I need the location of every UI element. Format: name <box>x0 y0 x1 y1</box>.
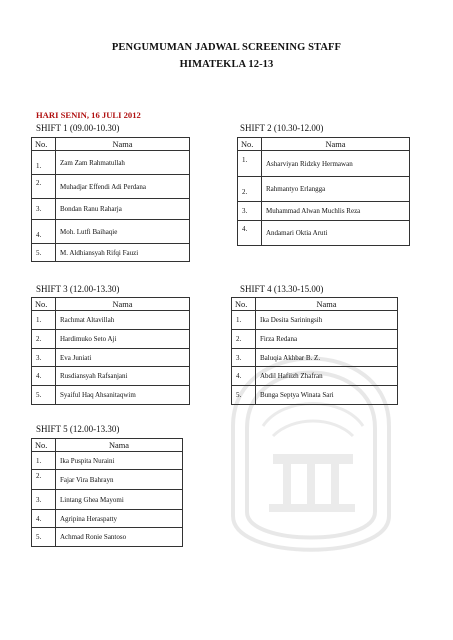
header-no: No. <box>32 298 56 311</box>
row-name: Andamari Oktia Aruti <box>262 221 410 246</box>
row-number: 2. <box>242 188 248 196</box>
row-number: 5. <box>32 244 56 262</box>
row-number: 4. <box>232 367 256 386</box>
table-row <box>32 175 190 199</box>
shift-4-label: SHIFT 4 (13.30-15.00) <box>240 284 324 294</box>
table-row <box>32 367 190 386</box>
row-name: Agripina Heraspatty <box>56 510 183 528</box>
row-number: 1. <box>242 155 248 164</box>
shift-2-table <box>237 137 410 246</box>
table-row <box>32 244 190 262</box>
row-number: 4. <box>32 367 56 386</box>
row-name: M. Aldhiansyah Rifqi Fauzi <box>56 244 190 262</box>
row-name: Bunga Septya Winata Sari <box>256 386 398 405</box>
table-row <box>32 528 183 547</box>
row-number: 3. <box>32 490 56 510</box>
row-name: Zam Zam Rahmatullah <box>56 151 190 175</box>
row-number: 3. <box>232 349 256 367</box>
header-no: No. <box>238 138 262 151</box>
table-row <box>32 510 183 528</box>
table-row <box>32 220 190 244</box>
row-number: 5. <box>32 386 56 405</box>
row-name: Ika Puspita Nuraini <box>56 452 183 470</box>
row-name: Eva Juniati <box>56 349 190 367</box>
shift-3-label: SHIFT 3 (12.00-13.30) <box>36 284 120 294</box>
table-row <box>232 367 398 386</box>
table-row <box>232 386 398 405</box>
row-name: Bondan Ranu Raharja <box>56 199 190 220</box>
row-number: 2. <box>36 471 42 480</box>
row-name: Rusdiansyah Rafsanjani <box>56 367 190 386</box>
row-name: Achmad Ronie Santoso <box>56 528 183 547</box>
row-number: 3. <box>32 199 56 220</box>
row-name: Muhadjar Effendi Adi Perdana <box>56 175 190 199</box>
row-number: 4. <box>32 510 56 528</box>
row-number: 3. <box>238 202 262 221</box>
header-name: Nama <box>56 439 183 452</box>
table-row <box>32 349 190 367</box>
row-name: Abdil Hafiizh Zhafran <box>256 367 398 386</box>
table-row <box>32 490 183 510</box>
table-row <box>232 311 398 330</box>
header-no: No. <box>32 439 56 452</box>
row-number: 4. <box>36 230 42 239</box>
document-subtitle: HIMATEKLA 12-13 <box>179 59 274 70</box>
shift-1-label: SHIFT 1 (09.00-10.30) <box>36 123 120 133</box>
row-number: 4. <box>242 225 248 233</box>
row-number: 5. <box>232 386 256 405</box>
row-name: Asharviyan Ridzky Hermawan <box>262 151 410 177</box>
row-name: Firza Redana <box>256 330 398 349</box>
row-number: 5. <box>32 528 56 547</box>
row-name: Hardimuko Seto Aji <box>56 330 190 349</box>
row-number: 2. <box>36 178 42 187</box>
table-row <box>32 330 190 349</box>
header-no: No. <box>32 138 56 151</box>
shift-3-table <box>31 297 190 405</box>
document-title: PENGUMUMAN JADWAL SCREENING STAFF <box>111 42 342 53</box>
row-name: Syaiful Haq Ahsanitaqwim <box>56 386 190 405</box>
shift-5-label: SHIFT 5 (12.00-13.30) <box>36 424 120 434</box>
row-name: Rachmat Altavillah <box>56 311 190 330</box>
shift-5-table <box>31 438 183 547</box>
row-name: Moh. Lutfi Baihaqie <box>56 220 190 244</box>
row-name: Fajar Vira Bahrayn <box>56 470 183 490</box>
table-row <box>32 452 183 470</box>
row-name: Ika Desita Sariningsih <box>256 311 398 330</box>
row-number: 1. <box>32 452 56 470</box>
table-row <box>32 311 190 330</box>
header-name: Nama <box>56 298 190 311</box>
row-name: Baluqia Akhbar B. Z. <box>256 349 398 367</box>
table-row <box>32 199 190 220</box>
table-row <box>238 202 410 221</box>
shift-2-label: SHIFT 2 (10.30-12.00) <box>240 123 324 133</box>
row-name: Muhammad Alwan Muchlis Reza <box>262 202 410 221</box>
row-number: 1. <box>232 311 256 330</box>
header-name: Nama <box>56 138 190 151</box>
header-no: No. <box>232 298 256 311</box>
table-row <box>232 349 398 367</box>
table-row <box>238 177 410 202</box>
header-name: Nama <box>256 298 398 311</box>
row-number: 3. <box>32 349 56 367</box>
table-row <box>238 151 410 177</box>
row-number: 2. <box>32 330 56 349</box>
row-name: Rahmantyo Erlangga <box>262 177 410 202</box>
day-heading: HARI SENIN, 16 JULI 2012 <box>36 110 141 120</box>
row-number: 1. <box>36 161 42 170</box>
table-row <box>32 151 190 175</box>
shift-4-table <box>231 297 398 405</box>
header-name: Nama <box>262 138 410 151</box>
row-number: 1. <box>32 311 56 330</box>
table-row <box>32 386 190 405</box>
shift-1-table <box>31 137 190 262</box>
table-row <box>232 330 398 349</box>
row-number: 2. <box>232 330 256 349</box>
table-row <box>32 470 183 490</box>
table-row <box>238 221 410 246</box>
row-name: Lintang Ghea Mayomi <box>56 490 183 510</box>
